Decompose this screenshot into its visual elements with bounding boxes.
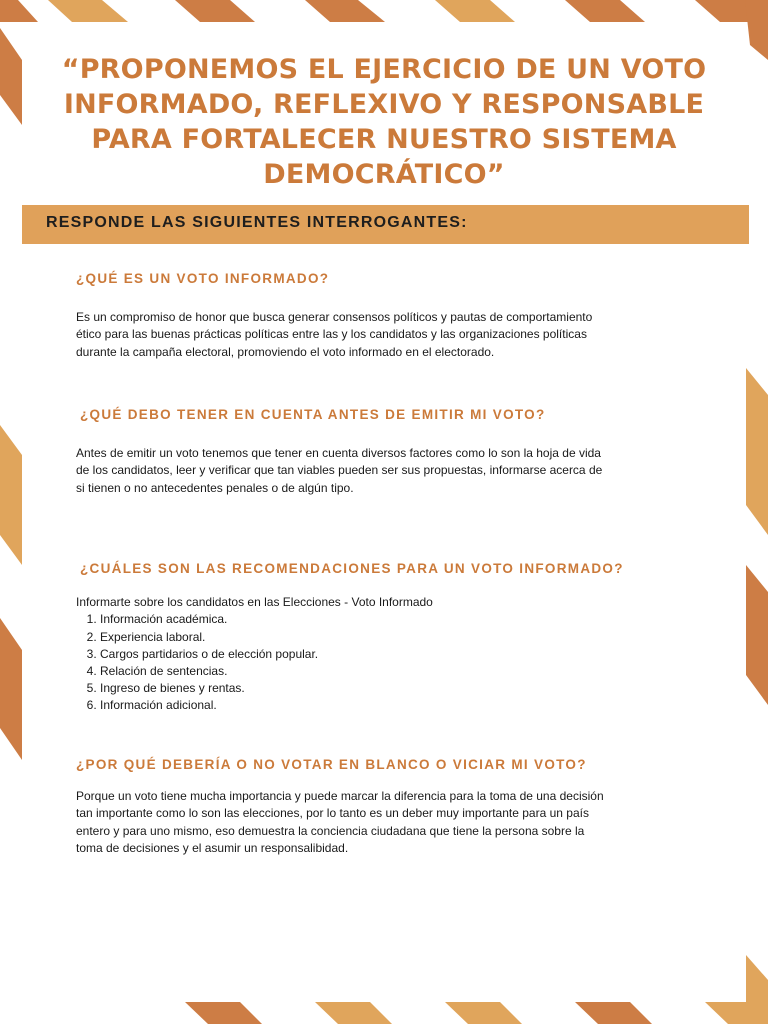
stripe-bottom-5 bbox=[705, 1002, 768, 1024]
stripe-right-3 bbox=[746, 955, 768, 1024]
answer-1-paragraph bbox=[76, 309, 696, 361]
list-item: 2. Experiencia laboral. bbox=[100, 629, 433, 646]
answer-1-line-3: durante la campaña electoral, promoviendo el voto informado en el electorado. bbox=[76, 344, 495, 359]
recommendations-list bbox=[76, 594, 433, 715]
question-2-heading: ¿QUÉ DEBO TENER EN CUENTA ANTES DE EMITIR MI VOTO? bbox=[80, 407, 546, 422]
stripe-bottom-1 bbox=[185, 1002, 262, 1024]
answer-4-line-4: toma de decisiones y el asumir un responsalibidad. bbox=[76, 841, 349, 856]
answer-2-line-3: si tienen o no antecedentes penales o de algún tipo. bbox=[76, 480, 354, 495]
recommendations-ordered-list bbox=[76, 611, 433, 714]
stripe-top-5 bbox=[435, 0, 515, 22]
stripe-left-1 bbox=[0, 28, 22, 125]
list-item: 1. Información académica. bbox=[100, 611, 433, 628]
stripe-bottom-4 bbox=[575, 1002, 652, 1024]
question-3-heading: ¿CUÁLES SON LAS RECOMENDACIONES PARA UN VOTO INFORMADO? bbox=[80, 561, 624, 576]
stripe-top-2 bbox=[48, 0, 128, 22]
banner-text: RESPONDE LAS SIGUIENTES INTERROGANTES: bbox=[46, 214, 468, 231]
stripe-top-7 bbox=[695, 0, 768, 22]
title-line-1: “PROPONEMOS EL EJERCICIO DE UN VOTO bbox=[61, 54, 707, 85]
recommendations-intro: Informarte sobre los candidatos en las Elecciones - Voto Informado bbox=[76, 595, 433, 609]
stripe-bottom-3 bbox=[445, 1002, 522, 1024]
stripe-right-top bbox=[745, 0, 768, 60]
stripe-top-1 bbox=[0, 0, 38, 22]
question-1-heading: ¿QUÉ ES UN VOTO INFORMADO? bbox=[76, 271, 330, 286]
answer-4-line-3: entero y para uno mismo, eso demuestra la conciencia ciudadana que tiene la persona sobre la bbox=[76, 823, 585, 838]
stripe-bottom-2 bbox=[315, 1002, 392, 1024]
answer-2-paragraph bbox=[76, 445, 696, 497]
stripe-right-2 bbox=[746, 565, 768, 705]
title-line-3: PARA FORTALECER NUESTRO SISTEMA bbox=[91, 124, 677, 155]
answer-2-line-1: Antes de emitir un voto tenemos que tener en cuenta diversos factores como lo son la hoja de vida bbox=[76, 446, 601, 460]
stripe-top-3 bbox=[175, 0, 255, 22]
list-item: 6. Información adicional. bbox=[100, 697, 433, 714]
stripe-top-6 bbox=[565, 0, 645, 22]
title-line-2: INFORMADO, REFLEXIVO Y RESPONSABLE bbox=[63, 89, 705, 120]
answer-4-paragraph bbox=[76, 788, 696, 858]
question-4-heading: ¿POR QUÉ DEBERÍA O NO VOTAR EN BLANCO O VICIAR MI VOTO? bbox=[76, 757, 587, 772]
answer-4-line-1: Porque un voto tiene mucha importancia y puede marcar la diferencia para la toma de una decisión bbox=[76, 789, 604, 803]
answer-2-line-2: de los candidatos, leer y verificar que tan viables pueden ser sus propuestas, informarse acerca de bbox=[76, 463, 603, 478]
stripe-left-3 bbox=[0, 618, 22, 760]
answer-1-line-2: ético para las buenas prácticas políticas entre las y los candidatos y las organizaciones políticas bbox=[76, 327, 587, 342]
answer-1-line-1: Es un compromiso de honor que busca generar consensos políticos y pautas de comportamiento bbox=[76, 310, 593, 324]
title-line-4: DEMOCRÁTICO” bbox=[263, 159, 505, 190]
section-banner bbox=[22, 205, 749, 244]
page-title bbox=[50, 52, 718, 192]
list-item: 3. Cargos partidarios o de elección popular. bbox=[100, 646, 433, 663]
answer-4-line-2: tan importante como lo son las elecciones, por lo tanto es un deber muy importante para un país bbox=[76, 806, 589, 821]
stripe-right-1 bbox=[746, 368, 768, 535]
stripe-left-2 bbox=[0, 425, 22, 565]
list-item: 4. Relación de sentencias. bbox=[100, 663, 433, 680]
stripe-top-4 bbox=[305, 0, 385, 22]
list-item: 5. Ingreso de bienes y rentas. bbox=[100, 680, 433, 697]
